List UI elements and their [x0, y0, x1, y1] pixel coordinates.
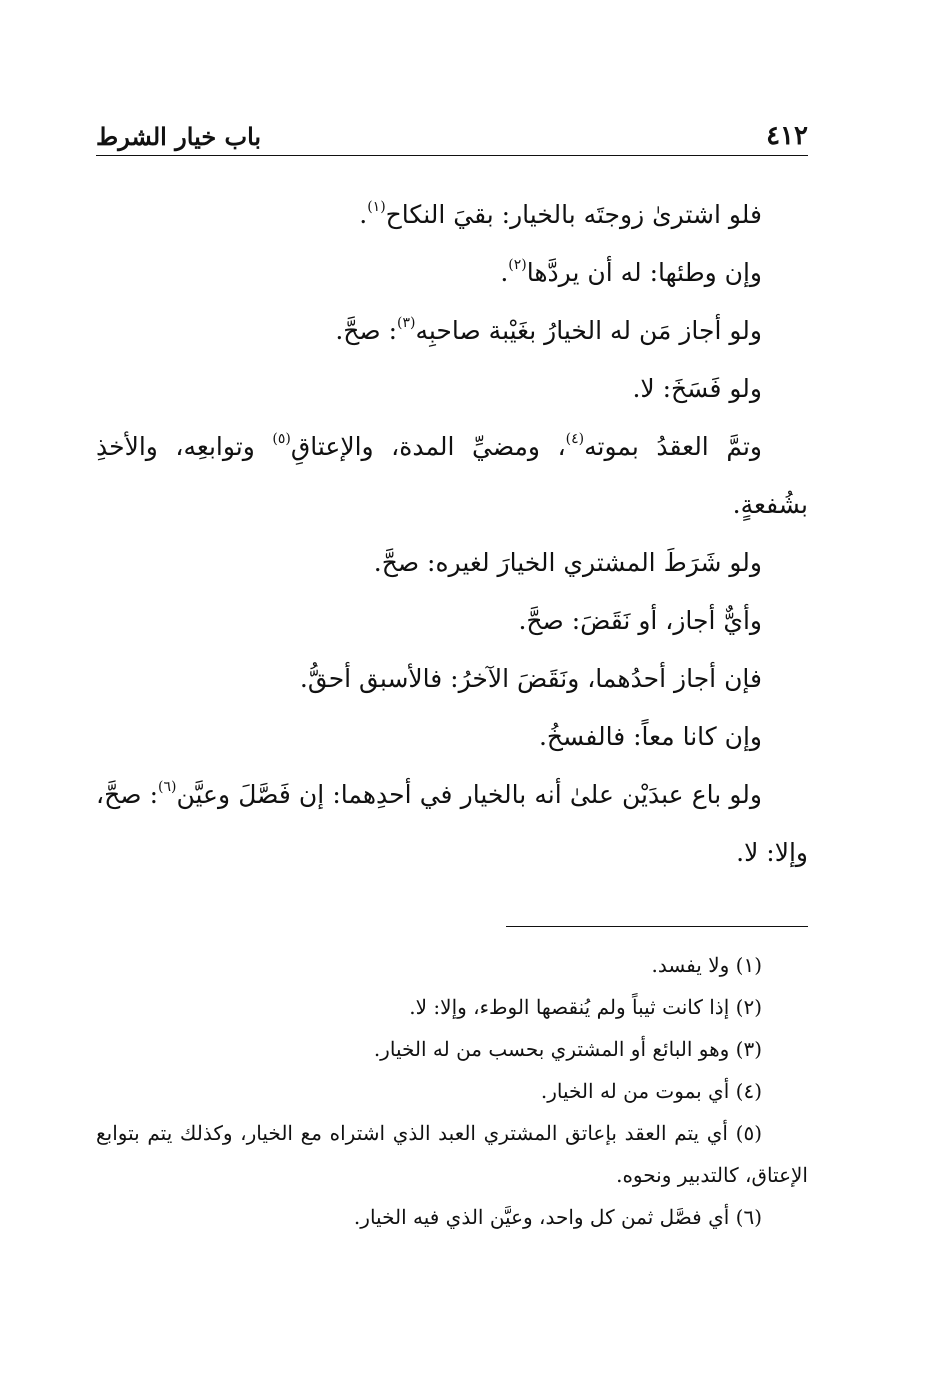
footnote-6: (٦) أي فصَّل ثمن كل واحد، وعيَّن الذي فيه الخيار.	[353, 1205, 762, 1229]
footnote-4: (٤) أي بموت من له الخيار.	[540, 1079, 762, 1103]
footnote-1: (١) ولا يفسد.	[651, 953, 762, 977]
text-line-7: وأيٌّ أجاز، أو نَقَضَ: صحَّ.	[518, 606, 762, 635]
footnote-ref-5: (٥)	[272, 431, 291, 447]
text-line-9: وإن كانا معاً: فالفسخُ.	[538, 722, 762, 751]
text-paragraph-5: وتمَّ العقدُ بموته$^{(٤)}$، ومضيِّ المدة، والإعتاقِ$^{(٥)}$ وتوابعِه، والأخذِ بشُفعةٍ.	[96, 431, 808, 519]
text-line-6: ولو شَرَطَ المشتري الخيارَ لغيره: صحَّ.	[373, 548, 762, 577]
running-title: باب خيار الشرط	[96, 122, 262, 151]
text-line-1: فلو اشترىٰ زوجتَه بالخيار: بقيَ النكاح$^{(١)}$.	[359, 199, 762, 229]
footnote-2: (٢) إذا كانت ثيباً ولم يُنقصها الوطء، وإلا: لا.	[409, 995, 762, 1019]
footnote-ref-3: (٣)	[397, 315, 416, 331]
text-paragraph-10: ولو باع عبدَيْن علىٰ أنه بالخيار في أحدِهما: إن فَصَّلَ وعيَّن$^{(٦)}$: صحَّ، وإلا: لا.	[96, 779, 808, 867]
footnote-separator	[506, 926, 808, 927]
main-text	[96, 186, 808, 882]
footnote-ref-2: (٢)	[508, 257, 527, 273]
footnotes	[96, 944, 808, 1238]
footnote-ref-4: (٤)	[565, 431, 585, 447]
footnote-ref-6: (٦)	[158, 779, 177, 795]
footnote-3: (٣) وهو البائع أو المشتري بحسب من له الخيار.	[373, 1037, 762, 1061]
page-header	[96, 112, 808, 156]
footnote-5: (٥) أي يتم العقد بإعاتق المشتري العبد الذي اشتراه مع الخيار، وكذلك يتم بتوابع الإعتاق، كالتدبير ونحوه.	[96, 1121, 808, 1187]
footnote-ref-1: (١)	[367, 199, 386, 215]
text-line-2: وإن وطئها: له أن يردَّها$^{(٢)}$.	[500, 257, 762, 287]
text-line-4: ولو فَسَخَ: لا.	[632, 374, 762, 403]
text-line-8: فإن أجاز أحدُهما، ونَقَضَ الآخرُ: فالأسبق أحقُّ.	[299, 664, 762, 693]
text-line-3: ولو أجاز مَن له الخيارُ بغَيْبة صاحبِه$^{(٣)}$: صحَّ.	[335, 315, 762, 345]
page-number: ٤١٢	[766, 121, 808, 151]
